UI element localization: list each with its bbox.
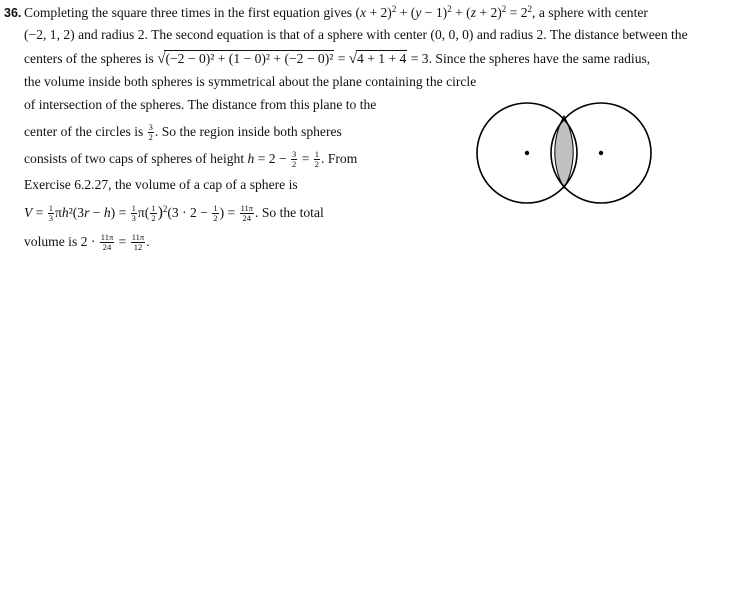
fraction: $\frac{11\pi}{24}$ [240,203,254,223]
fraction: $\frac{1}{2}$ [151,203,156,223]
text-line-9: V = $\frac{1}{3}$ πh²(3r − h) = $\frac{1}{3}$ π( $\frac{1}{2}$ )$^2$(3 · 2 − $\frac{1}{2}$ ) = $\frac{11\pi}{24}$ . So the total [24,203,324,223]
fraction: $\frac{3}{2}$ [292,149,297,169]
left-sphere-center [525,151,529,155]
right-sphere-center [599,151,603,155]
fraction: $\frac{11\pi}{24}$ [100,232,114,252]
problem-number: 36. [4,6,22,20]
text-line-4: the volume inside both spheres is symmetrical about the plane containing the circle [24,74,477,89]
text-line-10: volume is 2 · $\frac{11\pi}{24}$ = $\frac{11\pi}{12}$ . [24,232,150,252]
text-line-1: Completing the square three times in the first equation gives $(x + 2)^2 + (y - 1)^2 + (z + 2)^2 = 2^2$, a sphere with center [24,4,648,20]
intersecting-spheres-figure [470,96,660,220]
text-line-3: centers of the spheres is √(−2 − 0)² + (1 − 0)² + (−2 − 0)² = √4 + 1 + 4 = 3. Since the spheres have the same radius, [24,51,651,67]
text-line-7: consists of two caps of spheres of height h = 2 − $\frac{3}{2}$ = $\frac{1}{2}$ . From [24,149,358,169]
text-line-6: center of the circles is $\frac{3}{2}$ . So the region inside both spheres [24,122,342,142]
text-line-2: (−2, 1, 2) and radius 2. The second equation is that of a sphere with center (0, 0, 0) and radius 2. The distance between the [24,27,688,42]
text-line-5: of intersection of the spheres. The distance from this plane to the [24,97,377,112]
fraction: $\frac{3}{2}$ [148,122,153,142]
fraction: $\frac{1}{2}$ [213,203,218,223]
text-line-8: Exercise 6.2.27, the volume of a cap of a sphere is [24,177,298,192]
fraction: $\frac{1}{2}$ [314,149,320,169]
fraction: $\frac{11\pi}{12}$ [131,232,145,252]
fraction: $\frac{1}{3}$ [48,203,54,223]
fraction: $\frac{1}{3}$ [131,203,136,223]
